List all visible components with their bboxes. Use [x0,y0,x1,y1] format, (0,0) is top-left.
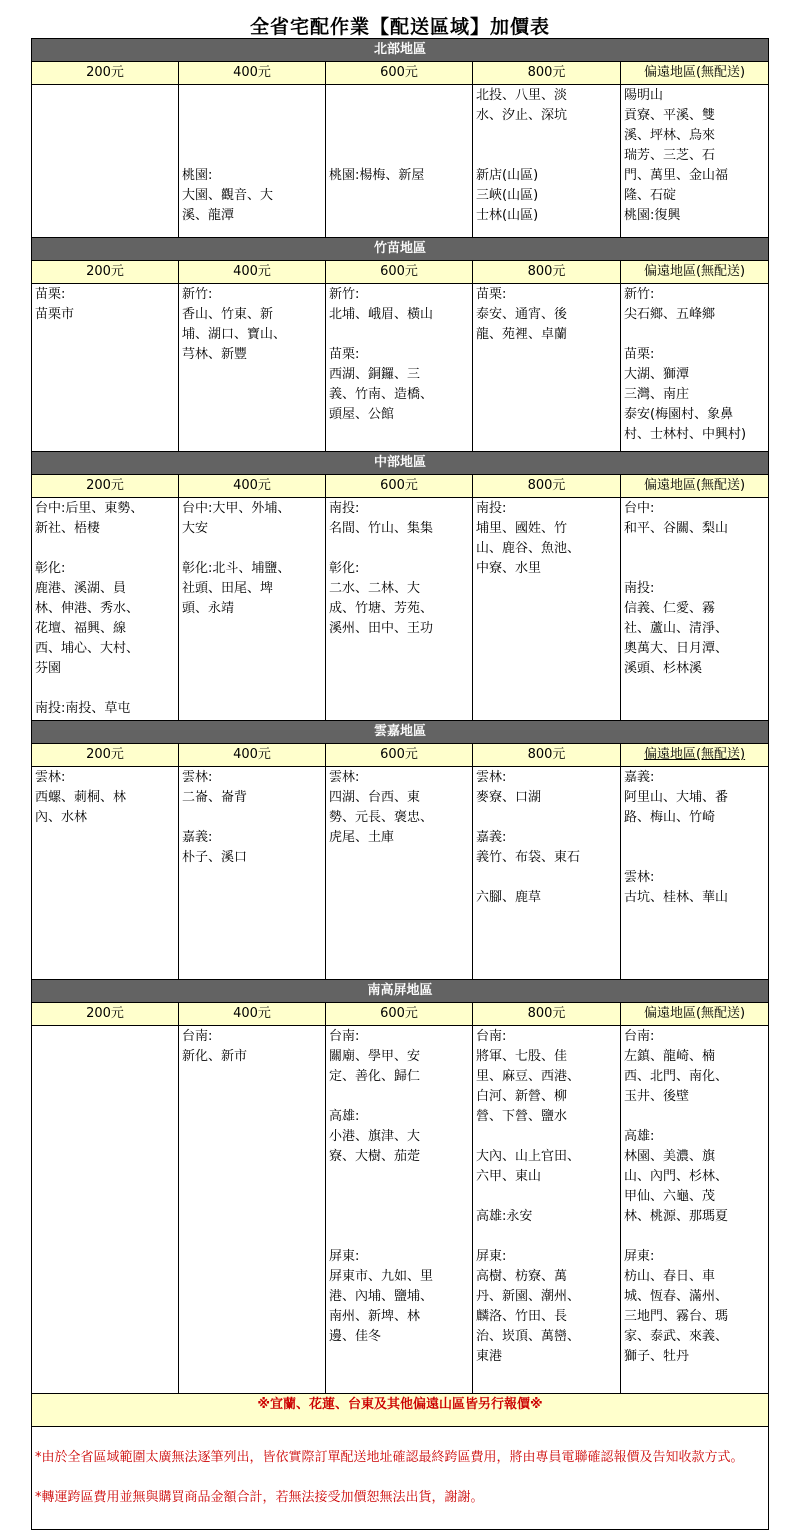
area-list-cell: 雲林: 二崙、崙背 嘉義: 朴子、溪口 [179,767,326,980]
area-list-cell: 新竹: 香山、竹東、新 埔、湖口、寶山、 芎林、新豐 [179,284,326,452]
price-tier-header: 偏遠地區(無配送) [621,475,769,498]
price-tier-header: 600元 [326,744,473,767]
area-list-cell: 台南: 關廟、學甲、安 定、善化、歸仁 高雄: 小港、旗津、大 寮、大樹、茄萣 屏東: 屏東市、九如、里 港、內埔、鹽埔、 南州、新埤、林 邊、佳冬 [326,1026,473,1394]
area-list-cell: 嘉義: 阿里山、大埔、番 路、梅山、竹崎 雲林: 古坑、桂林、華山 [621,767,769,980]
region-header: 中部地區 [32,452,769,475]
area-list-cell: 台南: 將軍、七股、佳 里、麻豆、西港、 白河、新營、柳 營、下營、鹽水 大內、山上官田、 六甲、東山 高雄:永安 屏東: 高樹、枋寮、萬 丹、新園、潮州、 麟洛、竹田、長 治、崁頂、萬巒、 東港 [473,1026,621,1394]
area-list-cell: 雲林: 四湖、台西、東 勢、元長、褒忠、 虎尾、土庫 [326,767,473,980]
area-list-cell: 南投: 埔里、國姓、竹 山、鹿谷、魚池、 中寮、水里 [473,498,621,721]
page-title: 全省宅配作業【配送區域】加價表 [249,16,550,38]
price-tier-header: 偏遠地區(無配送) [621,261,769,284]
area-list-cell: 台中:后里、東勢、 新社、梧棲 彰化: 鹿港、溪湖、員 林、伸港、秀水、 花壇、福興、線 西、埔心、大村、 芬園 南投:南投、草屯 [32,498,179,721]
area-list-cell: 桃園: 大園、觀音、大 溪、龍潭 [179,85,326,238]
price-tier-header: 800元 [473,62,621,85]
price-tier-header: 600元 [326,1003,473,1026]
price-tier-header: 200元 [32,62,179,85]
area-list-cell: 南投: 名間、竹山、集集 彰化: 二水、二林、大 成、竹塘、芳苑、 溪州、田中、王功 [326,498,473,721]
area-list-cell: 北投、八里、淡 水、汐止、深坑 新店(山區) 三峽(山區) 士林(山區) [473,85,621,238]
price-tier-header: 400元 [179,475,326,498]
price-tier-header: 800元 [473,261,621,284]
area-list-cell: 桃園:楊梅、新屋 [326,85,473,238]
price-tier-header: 偏遠地區(無配送) [621,744,769,767]
area-list-cell: 陽明山 貢寮、平溪、雙 溪、坪林、烏來 瑞芳、三芝、石 門、萬里、金山福 隆、石碇 桃園:復興 [621,85,769,238]
price-tier-header: 600元 [326,261,473,284]
price-tier-header: 400元 [179,1003,326,1026]
price-tier-header: 偏遠地區(無配送) [621,1003,769,1026]
price-tier-header: 400元 [179,62,326,85]
price-tier-header: 800元 [473,744,621,767]
area-list-cell: 台南: 左鎮、龍崎、楠 西、北門、南化、 玉井、後壁 高雄: 林園、美濃、旗 山、內門、杉林、 甲仙、六龜、茂 林、桃源、那瑪夏 屏東: 枋山、春日、車 城、恆春、滿州、 三地門、霧台、瑪 家、泰武、來義、 獅子、牡丹 [621,1026,769,1394]
price-tier-header: 200元 [32,475,179,498]
price-tier-header: 800元 [473,1003,621,1026]
area-list-cell [32,1026,179,1394]
price-tier-header: 200元 [32,261,179,284]
area-list-cell: 雲林: 西螺、莿桐、林 內、水林 [32,767,179,980]
area-list-cell: 台南: 新化、新市 [179,1026,326,1394]
remote-area-note: ※宜蘭、花蓮、台東及其他偏遠山區皆另行報價※ [32,1394,769,1427]
disclaimer-line-2: *轉運跨區費用並無與購買商品金額合計，若無法接受加價恕無法出貨，謝謝。 [35,1490,484,1505]
region-header: 北部地區 [32,39,769,62]
area-list-cell [32,85,179,238]
region-header: 雲嘉地區 [32,721,769,744]
area-list-cell: 苗栗: 泰安、通宵、後 龍、苑裡、卓蘭 [473,284,621,452]
price-tier-header: 600元 [326,62,473,85]
area-list-cell: 台中: 和平、谷關、梨山 南投: 信義、仁愛、霧 社、蘆山、清淨、 奧萬大、日月潭、 溪頭、杉林溪 [621,498,769,721]
area-list-cell: 新竹: 尖石鄉、五峰鄉 苗栗: 大湖、獅潭 三灣、南庄 泰安(梅園村、象鼻 村、士林村、中興村) [621,284,769,452]
area-list-cell: 台中:大甲、外埔、 大安 彰化:北斗、埔鹽、 社頭、田尾、埤 頭、永靖 [179,498,326,721]
disclaimer-line-1: *由於全省區域範圍太廣無法逐筆列出，皆依實際訂單配送地址確認最終跨區費用，將由專員電聯確認報價及告知收款方式。 [35,1450,744,1465]
price-tier-header: 600元 [326,475,473,498]
price-tier-header: 200元 [32,744,179,767]
area-list-cell: 新竹: 北埔、峨眉、橫山 苗栗: 西湖、銅鑼、三 義、竹南、造橋、 頭屋、公館 [326,284,473,452]
disclaimer-block [32,1427,769,1530]
price-tier-header: 400元 [179,261,326,284]
surcharge-table [31,38,769,1530]
price-tier-header: 800元 [473,475,621,498]
region-header: 南高屏地區 [32,980,769,1003]
area-list-cell: 雲林: 麥寮、口湖 嘉義: 義竹、布袋、東石 六腳、鹿草 [473,767,621,980]
region-header: 竹苗地區 [32,238,769,261]
price-tier-header: 200元 [32,1003,179,1026]
price-tier-header: 偏遠地區(無配送) [621,62,769,85]
area-list-cell: 苗栗: 苗栗市 [32,284,179,452]
price-tier-header: 400元 [179,744,326,767]
